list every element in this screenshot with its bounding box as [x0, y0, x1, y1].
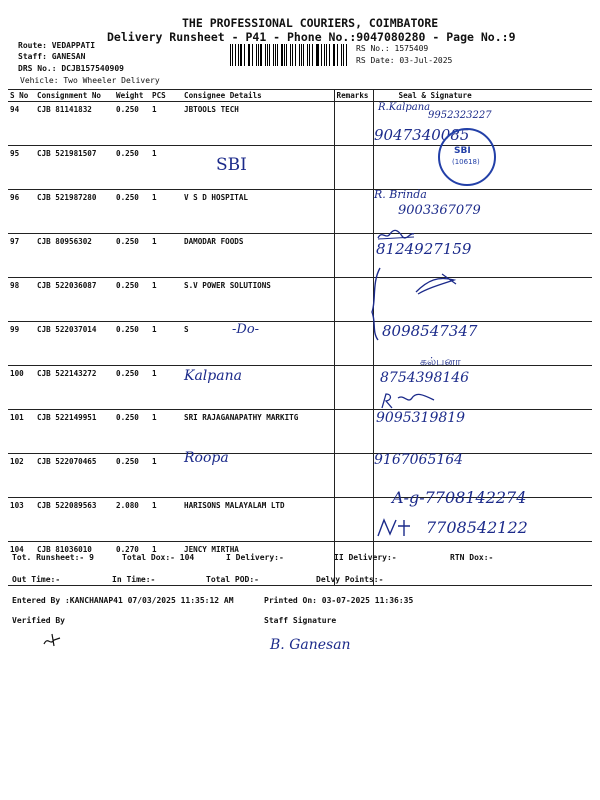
- barcode-bar: [334, 44, 335, 66]
- drs-number: DRS No.: DCJB157540909: [18, 64, 124, 73]
- vehicle-label: Vehicle: Two Wheeler Delivery: [20, 76, 160, 85]
- row-consignee: [182, 146, 334, 190]
- barcode-bar: [249, 44, 250, 66]
- barcode-bar: [316, 44, 317, 66]
- i-delivery: I Delivery:-: [226, 553, 284, 562]
- row-pcs: 1: [150, 542, 182, 586]
- verified-signature: [42, 632, 64, 648]
- row-consignee: JBTOOLS TECH: [182, 102, 334, 146]
- sig-104-scribble: [374, 516, 414, 538]
- delvy-points: Delvy Points:-: [316, 575, 384, 584]
- row-pcs: 1: [150, 190, 182, 234]
- ii-delivery: II Delivery:-: [334, 553, 397, 562]
- barcode-bar: [295, 44, 296, 66]
- barcode-bar: [292, 44, 293, 66]
- row-weight: 0.250: [114, 278, 150, 322]
- barcode-bar: [290, 44, 292, 66]
- row-pcs: 1: [150, 498, 182, 542]
- row-pcs: 1: [150, 410, 182, 454]
- row-pcs: 1: [150, 234, 182, 278]
- barcode-bar: [324, 44, 325, 66]
- table-row: [8, 366, 592, 410]
- row-weight: 2.080: [114, 498, 150, 542]
- barcode-bar: [286, 44, 287, 66]
- sig-96-phone: 9003367079: [398, 203, 481, 218]
- row-remarks: [334, 190, 373, 234]
- barcode-bar: [269, 44, 270, 66]
- sig-100-tamil: கல்பனா: [420, 355, 461, 368]
- row-sno: 101: [8, 410, 35, 454]
- company-title: THE PROFESSIONAL COURIERS, COIMBATORE: [182, 16, 439, 30]
- row-consignment-no: CJB 81141832: [35, 102, 114, 146]
- row-consignment-no: CJB 522149951: [35, 410, 114, 454]
- row-remarks: [334, 410, 373, 454]
- out-time: Out Time:-: [12, 575, 61, 584]
- row-consignee: HARISONS MALAYALAM LTD: [182, 498, 334, 542]
- seal-bank: SBI: [454, 146, 471, 156]
- sbi-seal: [438, 128, 496, 186]
- row-weight: 0.250: [114, 146, 150, 190]
- row-weight: 0.270: [114, 542, 150, 586]
- row-consignment-no: CJB 81036010: [35, 542, 114, 586]
- barcode-bar: [317, 44, 318, 66]
- printed-on: Printed On: 03-07-2025 11:36:35: [264, 596, 414, 605]
- row-signature: [373, 542, 592, 586]
- barcode-bar: [281, 44, 282, 66]
- row-weight: 0.250: [114, 102, 150, 146]
- entered-by: Entered By :KANCHANAP41 07/03/2025 11:35:12 AM: [12, 596, 234, 605]
- sig-104-phone: 7708542122: [426, 518, 528, 537]
- sig-100-phone: 8754398146: [380, 370, 470, 386]
- barcode-bar: [240, 44, 242, 66]
- barcode-bar: [244, 44, 245, 66]
- row-remarks: [334, 146, 373, 190]
- sig-103-text: A-g-7708142274: [392, 488, 527, 507]
- barcode-bar: [238, 44, 239, 66]
- barcode-bar: [267, 44, 268, 66]
- row-consignee: SRI RAJAGANAPATHY MARKITG: [182, 410, 334, 454]
- hand-95-consignee: SBI: [216, 155, 247, 175]
- row-weight: 0.250: [114, 234, 150, 278]
- barcode-bar: [284, 44, 285, 66]
- runsheet-table: [8, 89, 592, 586]
- row-consignee: DAMODAR FOODS: [182, 234, 334, 278]
- staff-signature: B. Ganesan: [270, 637, 351, 653]
- row-consignee: S: [182, 322, 334, 366]
- table-row: [8, 146, 592, 190]
- barcode-bar: [232, 44, 233, 66]
- barcode-bar: [309, 44, 311, 66]
- sig-101-phone: 9095319819: [376, 410, 466, 426]
- col-sno: S No: [8, 90, 35, 102]
- barcode-bar: [343, 44, 344, 66]
- sig-101-scribble: [378, 392, 438, 410]
- barcode-bar: [248, 44, 249, 66]
- barcode-bar: [299, 44, 300, 66]
- total-dox: Total Dox:- 104: [122, 553, 195, 562]
- seal-code: (10618): [452, 158, 480, 166]
- row-weight: 0.250: [114, 454, 150, 498]
- row-consignment-no: CJB 521981507: [35, 146, 114, 190]
- barcode-bar: [346, 44, 347, 66]
- rs-date: RS Date: 03-Jul-2025: [356, 56, 453, 65]
- row-remarks: [334, 366, 373, 410]
- barcode-bar: [326, 44, 327, 66]
- barcode-bar: [235, 44, 236, 66]
- row-sno: 98: [8, 278, 35, 322]
- table-row: [8, 102, 592, 146]
- barcode-bar: [341, 44, 343, 66]
- row-consignment-no: CJB 522036087: [35, 278, 114, 322]
- total-pod: Total POD:-: [206, 575, 259, 584]
- sig-94-phone2: 9047340085: [374, 126, 470, 144]
- row-consignment-no: CJB 522070465: [35, 454, 114, 498]
- hand-99-ditto: -Do-: [232, 322, 260, 337]
- row-consignment-no: CJB 521987280: [35, 190, 114, 234]
- row-consignee: S.V POWER SOLUTIONS: [182, 278, 334, 322]
- tot-runsheet: Tot. Runsheet:- 9: [12, 553, 94, 562]
- row-consignment-no: CJB 522143272: [35, 366, 114, 410]
- rtn-dox: RTN Dox:-: [450, 553, 494, 562]
- barcode-bar: [252, 44, 253, 66]
- col-remarks: Remarks: [334, 90, 373, 102]
- table-row: [8, 542, 592, 586]
- row-sno: 103: [8, 498, 35, 542]
- row-consignment-no: CJB 80956302: [35, 234, 114, 278]
- table-row: [8, 190, 592, 234]
- barcode-bar: [303, 44, 304, 66]
- barcode-bar: [256, 44, 257, 66]
- barcode: [230, 44, 350, 66]
- barcode-bar: [273, 44, 274, 66]
- sig-97-phone: 8124927159: [376, 240, 472, 258]
- barcode-bar: [275, 44, 276, 66]
- in-time: In Time:-: [112, 575, 156, 584]
- row-pcs: 1: [150, 454, 182, 498]
- row-consignee: V S D HOSPITAL: [182, 190, 334, 234]
- row-pcs: 1: [150, 146, 182, 190]
- barcode-bar: [301, 44, 302, 66]
- table-row: [8, 278, 592, 322]
- row-consignment-no: CJB 522037014: [35, 322, 114, 366]
- row-sno: 96: [8, 190, 35, 234]
- barcode-bar: [329, 44, 330, 66]
- verified-by-label: Verified By: [12, 616, 65, 625]
- row-consignment-no: CJB 522089563: [35, 498, 114, 542]
- row-weight: 0.250: [114, 366, 150, 410]
- row-weight: 0.250: [114, 410, 150, 454]
- barcode-bar: [260, 44, 262, 66]
- row-sno: 99: [8, 322, 35, 366]
- row-remarks: [334, 102, 373, 146]
- route-label: Route: VEDAPPATI: [18, 41, 96, 50]
- row-pcs: 1: [150, 322, 182, 366]
- barcode-bar: [333, 44, 334, 66]
- row-sno: 100: [8, 366, 35, 410]
- row-sno: 102: [8, 454, 35, 498]
- row-remarks: [334, 454, 373, 498]
- barcode-bar: [307, 44, 308, 66]
- col-seal-signature: Seal & Signature: [373, 90, 592, 102]
- row-weight: 0.250: [114, 322, 150, 366]
- col-pcs: PCS: [150, 90, 182, 102]
- row-remarks: [334, 498, 373, 542]
- runsheet-title: Delivery Runsheet - P41 - Phone No.:9047080280 - Page No.:9: [107, 30, 516, 44]
- row-pcs: 1: [150, 278, 182, 322]
- sig-102-phone: 9167065164: [374, 452, 464, 468]
- staff-label: Staff: GANESAN: [18, 52, 86, 61]
- row-consignee: JENCY MIRTHA: [182, 542, 334, 586]
- row-weight: 0.250: [114, 190, 150, 234]
- row-sno: 95: [8, 146, 35, 190]
- staff-signature-label: Staff Signature: [264, 616, 337, 625]
- sig-94-phone1: 9952323227: [428, 110, 492, 121]
- barcode-bar: [321, 44, 322, 66]
- table-row: [8, 410, 592, 454]
- hand-102-consignee: Roopa: [184, 450, 229, 466]
- barcode-bar: [277, 44, 278, 66]
- row-pcs: 1: [150, 366, 182, 410]
- hand-100-consignee: Kalpana: [184, 368, 242, 384]
- table-header-row: [8, 90, 592, 102]
- col-consignment: Consignment No: [35, 90, 114, 102]
- rs-number: RS No.: 1575409: [356, 44, 429, 53]
- sig-94-name: R.Kalpana: [378, 102, 431, 113]
- col-consignee: Consignee Details: [182, 90, 334, 102]
- sig-96-name: R. Brinda: [374, 188, 427, 201]
- row-sno: 94: [8, 102, 35, 146]
- barcode-bar: [230, 44, 231, 66]
- barcode-bar: [258, 44, 259, 66]
- row-sno: 97: [8, 234, 35, 278]
- barcode-bar: [337, 44, 338, 66]
- row-pcs: 1: [150, 102, 182, 146]
- col-weight: Weight: [114, 90, 150, 102]
- barcode-bar: [312, 44, 313, 66]
- barcode-bar: [265, 44, 266, 66]
- table-row: [8, 322, 592, 366]
- row-sno: 104: [8, 542, 35, 586]
- sig-99-phone: 8098547347: [382, 322, 478, 340]
- table-row: [8, 234, 592, 278]
